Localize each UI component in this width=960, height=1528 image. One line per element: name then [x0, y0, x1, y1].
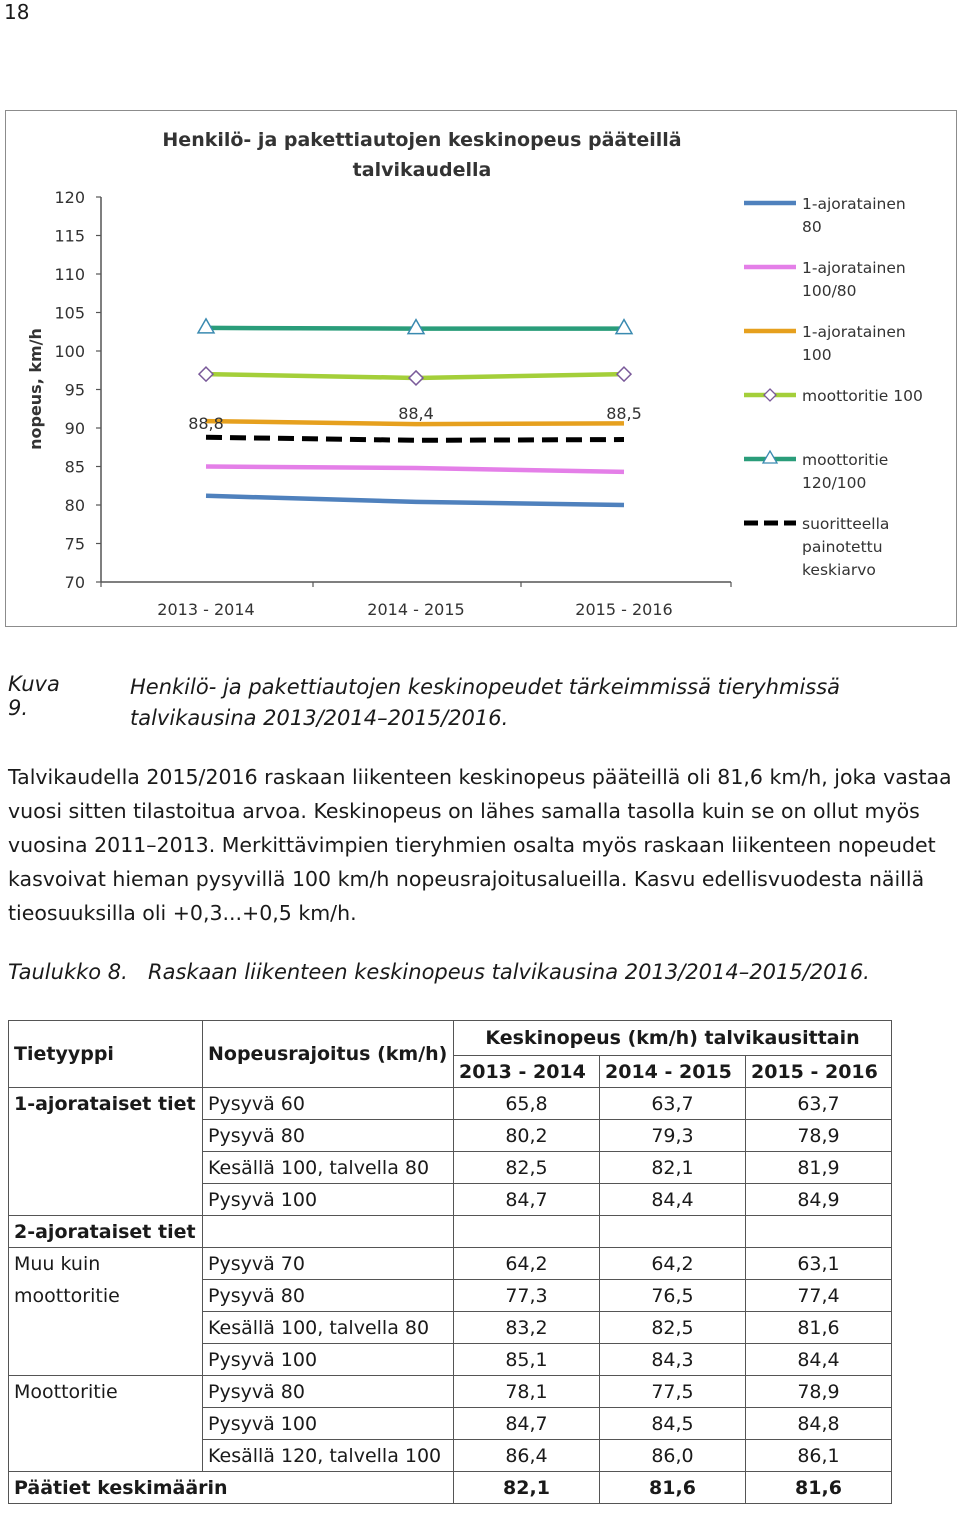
- cell-value: 63,1: [746, 1248, 892, 1280]
- cell-tietyyppi: moottoritie: [9, 1280, 203, 1312]
- table-footer-row: [9, 1472, 892, 1504]
- y-tick-label: 70: [64, 573, 85, 592]
- cell-value: 76,5: [600, 1280, 746, 1312]
- y-axis-label: nopeus, km/h: [26, 328, 45, 450]
- figure-caption-text: Henkilö- ja pakettiautojen keskinopeudet tärkeimmissä tieryhmissä talvikausina 2013/2014–2015/2016.: [130, 675, 841, 730]
- cell-value: 82,5: [600, 1312, 746, 1344]
- cell-value: [454, 1216, 600, 1248]
- cell-nopeusrajoitus: Pysyvä 80: [203, 1280, 454, 1312]
- cell-nopeusrajoitus: Pysyvä 100: [203, 1184, 454, 1216]
- cell-tietyyppi: 2-ajorataiset tiet: [9, 1216, 203, 1248]
- table-row: [9, 1184, 892, 1216]
- y-tick-label: 80: [64, 496, 85, 515]
- cell-value: 81,9: [746, 1152, 892, 1184]
- cell-value: 78,9: [746, 1376, 892, 1408]
- legend-label: moottoritie: [802, 451, 889, 469]
- cell-nopeusrajoitus: Pysyvä 80: [203, 1120, 454, 1152]
- header-group: Keskinopeus (km/h) talvikausittain: [454, 1021, 892, 1056]
- y-tick-label: 95: [64, 380, 85, 400]
- cell-nopeusrajoitus: Kesällä 120, talvella 100: [203, 1440, 454, 1472]
- figure-caption-label: Kuva 9.: [8, 672, 60, 720]
- cell-nopeusrajoitus: Pysyvä 100: [203, 1344, 454, 1376]
- cell-value: 84,8: [746, 1408, 892, 1440]
- table-row: [9, 1344, 892, 1376]
- cell-tietyyppi: [9, 1120, 203, 1152]
- legend-label: 100/80: [802, 282, 857, 300]
- cell-value: 80,2: [454, 1120, 600, 1152]
- cell-tietyyppi: [9, 1408, 203, 1440]
- cell-value: 84,3: [600, 1344, 746, 1376]
- y-tick-label: 90: [64, 419, 85, 438]
- cell-tietyyppi: [9, 1344, 203, 1376]
- cell-nopeusrajoitus: Pysyvä 100: [203, 1408, 454, 1440]
- cell-value: 81,6: [746, 1312, 892, 1344]
- cell-nopeusrajoitus: [203, 1216, 454, 1248]
- table-row: [9, 1152, 892, 1184]
- cell-value: 84,7: [454, 1408, 600, 1440]
- cell-value: 63,7: [600, 1088, 746, 1120]
- footer-label: Päätiet keskimäärin: [9, 1472, 454, 1504]
- cell-tietyyppi: [9, 1184, 203, 1216]
- y-tick-label: 85: [64, 457, 85, 477]
- legend-label: 80: [802, 218, 822, 236]
- table-row: [9, 1120, 892, 1152]
- cell-value: 64,2: [600, 1248, 746, 1280]
- cell-value: 83,2: [454, 1312, 600, 1344]
- legend-label: 1-ajoratainen: [802, 259, 906, 277]
- cell-value: [746, 1216, 892, 1248]
- legend-label: 1-ajoratainen: [802, 323, 906, 341]
- footer-value: 81,6: [746, 1472, 892, 1504]
- y-tick-label: 100: [54, 342, 85, 361]
- table-row: [9, 1312, 892, 1344]
- table-row: [9, 1088, 892, 1120]
- table-row: [9, 1440, 892, 1472]
- x-tick-label: 2015 - 2016: [575, 600, 673, 619]
- x-tick-label: 2013 - 2014: [157, 600, 255, 619]
- cell-value: 85,1: [454, 1344, 600, 1376]
- cell-tietyyppi: 1-ajorataiset tiet: [9, 1088, 203, 1120]
- footer-value: 81,6: [600, 1472, 746, 1504]
- header-year: 2013 - 2014: [454, 1056, 600, 1088]
- cell-value: 63,7: [746, 1088, 892, 1120]
- table-row: [9, 1408, 892, 1440]
- body-paragraph: Talvikaudella 2015/2016 raskaan liikenteen keskinopeus pääteillä oli 81,6 km/h, joka vastaa vuosi sitten tilastoitua arvoa. Keskinopeus on lähes samalla tasolla kuin se on ollut myös vuosina 2011–2013. Merkittävimpien tieryhmien osalta myös raskaan liikenteen nopeudet kasvoivat hieman pysyvillä 100 km/h nopeusrajoitusalueilla. Kasvu edellisvuodesta näillä tieosuuksilla oli +0,3...+0,5 km/h.: [8, 765, 952, 925]
- cell-value: 78,1: [454, 1376, 600, 1408]
- cell-tietyyppi: Moottoritie: [9, 1376, 203, 1408]
- cell-value: 77,5: [600, 1376, 746, 1408]
- cell-value: 82,5: [454, 1152, 600, 1184]
- table-row: [9, 1248, 892, 1280]
- table-row: [9, 1216, 892, 1248]
- chart-title: talvikaudella: [352, 159, 492, 181]
- cell-value: 79,3: [600, 1120, 746, 1152]
- header-tietyyppi: Tietyyppi: [9, 1021, 203, 1088]
- header-nopeusrajoitus: Nopeusrajoitus (km/h): [203, 1021, 454, 1088]
- cell-value: 77,3: [454, 1280, 600, 1312]
- legend-label: keskiarvo: [802, 561, 876, 579]
- cell-nopeusrajoitus: Pysyvä 70: [203, 1248, 454, 1280]
- cell-nopeusrajoitus: Kesällä 100, talvella 80: [203, 1312, 454, 1344]
- table-caption-label: Taulukko 8.: [8, 960, 128, 984]
- data-point-diamond: [617, 367, 631, 381]
- series-line: [206, 496, 624, 505]
- table-caption-text: Raskaan liikenteen keskinopeus talvikausina 2013/2014–2015/2016.: [148, 960, 870, 984]
- legend-label: 1-ajoratainen: [802, 195, 906, 213]
- data-point-diamond: [409, 371, 423, 385]
- cell-tietyyppi: [9, 1312, 203, 1344]
- cell-nopeusrajoitus: Kesällä 100, talvella 80: [203, 1152, 454, 1184]
- speed-table: [8, 1020, 892, 1504]
- cell-value: 78,9: [746, 1120, 892, 1152]
- legend-label: 120/100: [802, 474, 867, 492]
- data-label: 88,5: [606, 404, 642, 423]
- cell-value: [600, 1216, 746, 1248]
- y-tick-label: 115: [54, 226, 85, 246]
- table-body: [9, 1088, 892, 1472]
- cell-value: 84,4: [746, 1344, 892, 1376]
- cell-value: 86,0: [600, 1440, 746, 1472]
- chart-frame: [5, 110, 957, 627]
- data-label: 88,8: [188, 414, 224, 433]
- cell-tietyyppi: [9, 1152, 203, 1184]
- cell-value: 84,4: [600, 1184, 746, 1216]
- header-year: 2015 - 2016: [746, 1056, 892, 1088]
- page-number: 18: [4, 0, 30, 24]
- header-year: 2014 - 2015: [600, 1056, 746, 1088]
- data-point-diamond: [199, 367, 213, 381]
- legend-marker-diamond: [764, 389, 776, 401]
- y-tick-label: 120: [54, 188, 85, 207]
- table-row: [9, 1280, 892, 1312]
- cell-value: 64,2: [454, 1248, 600, 1280]
- cell-value: 84,7: [454, 1184, 600, 1216]
- legend-label: 100: [802, 346, 832, 364]
- chart-title: Henkilö- ja pakettiautojen keskinopeus pääteillä: [162, 129, 682, 151]
- cell-value: 86,4: [454, 1440, 600, 1472]
- cell-value: 65,8: [454, 1088, 600, 1120]
- y-tick-label: 105: [54, 303, 85, 323]
- y-tick-label: 75: [64, 534, 85, 554]
- table-row: [9, 1376, 892, 1408]
- x-tick-label: 2014 - 2015: [367, 600, 465, 619]
- legend-label: suoritteella: [802, 515, 890, 533]
- footer-value: 82,1: [454, 1472, 600, 1504]
- line-chart: [6, 111, 956, 626]
- cell-nopeusrajoitus: Pysyvä 60: [203, 1088, 454, 1120]
- series-line: [206, 467, 624, 472]
- cell-value: 86,1: [746, 1440, 892, 1472]
- cell-value: 84,9: [746, 1184, 892, 1216]
- legend-label: moottoritie 100: [802, 387, 923, 405]
- data-label: 88,4: [398, 404, 434, 423]
- cell-nopeusrajoitus: Pysyvä 80: [203, 1376, 454, 1408]
- cell-value: 84,5: [600, 1408, 746, 1440]
- cell-value: 77,4: [746, 1280, 892, 1312]
- legend-label: painotettu: [802, 538, 883, 556]
- cell-value: 82,1: [600, 1152, 746, 1184]
- cell-tietyyppi: Muu kuin: [9, 1248, 203, 1280]
- y-tick-label: 110: [54, 265, 85, 284]
- cell-tietyyppi: [9, 1440, 203, 1472]
- series-line: [206, 437, 624, 440]
